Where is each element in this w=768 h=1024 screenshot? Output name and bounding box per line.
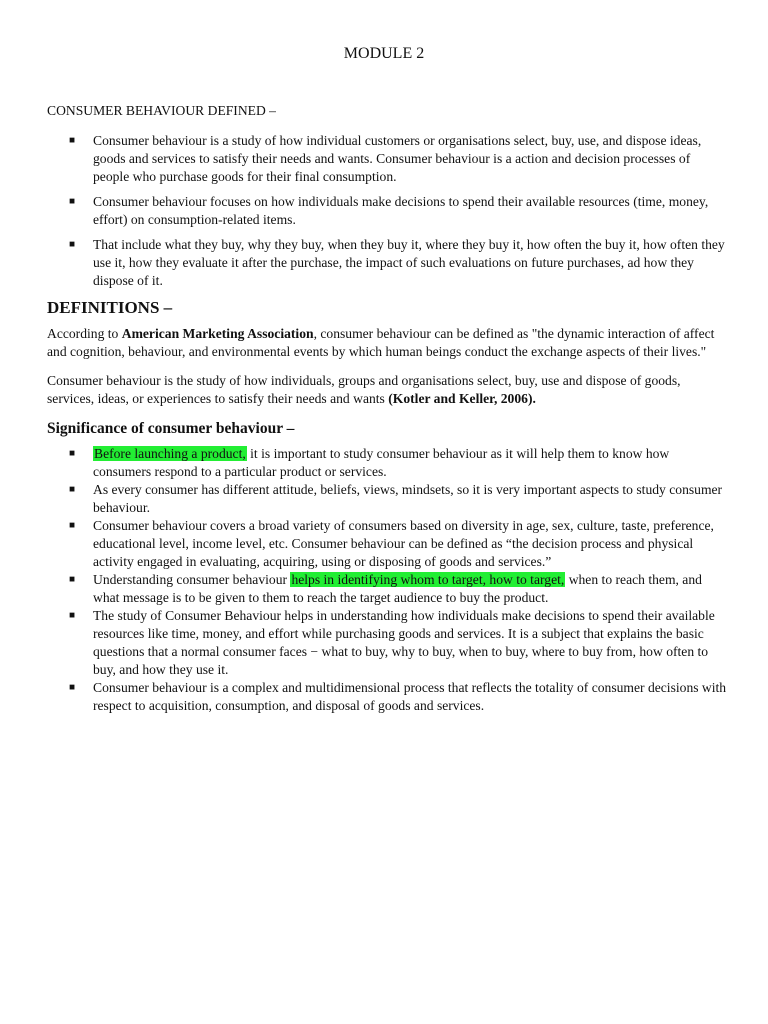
- list-item: [47, 445, 727, 481]
- square-bullet-icon: ■: [69, 135, 76, 146]
- square-bullet-icon: ■: [69, 239, 76, 250]
- square-bullet-icon: ■: [69, 574, 76, 585]
- document-body: [47, 102, 727, 715]
- square-bullet-icon: ■: [69, 682, 76, 693]
- definition-paragraph-kotler: [47, 372, 727, 408]
- square-bullet-icon: ■: [69, 448, 76, 459]
- list-item-text: As every consumer has different attitude, beliefs, views, mindsets, so it is very important aspects to study consumer behaviour.: [93, 482, 723, 515]
- list-item-rest: it is important to study consumer behaviour as it will help them to know how consumers respond to a particular product or services.: [93, 446, 670, 479]
- module-title: MODULE 2: [343, 45, 425, 62]
- list-item: [47, 481, 727, 517]
- list-item-text: [93, 572, 702, 605]
- list-item: [47, 132, 727, 186]
- list-item: [47, 679, 727, 715]
- section-heading-consumer-behaviour-defined: CONSUMER BEHAVIOUR DEFINED –: [47, 103, 276, 118]
- list-item-text: Consumer behaviour is a study of how individual customers or organisations select, buy, use, and dispose ideas, goods and services to satisfy their needs and wants. Consumer behaviour is a action and decision processes of people who purchase goods for their final consumption.: [93, 133, 702, 184]
- list-item-text: Consumer behaviour focuses on how individuals make decisions to spend their available resources (time, money, effort) on consumption-related items.: [93, 194, 709, 227]
- square-bullet-icon: ■: [69, 520, 76, 531]
- consumer-behaviour-defined-list: [47, 132, 727, 290]
- definition-text: , consumer behaviour can be defined as "the dynamic interaction of affect and cognition, behaviour, and environmental events by which human beings conduct the exchange aspects of their lives.": [47, 326, 715, 359]
- list-item-after: when to reach them, and what message is to be given to them to reach the target audience to buy the product.: [93, 572, 702, 605]
- definitions-heading: DEFINITIONS –: [47, 298, 173, 317]
- definition-prefix: According to: [47, 326, 122, 341]
- highlighted-text: Before launching a product,: [94, 446, 246, 461]
- list-item-text: That include what they buy, why they buy, when they buy it, where they buy it, how often the buy it, how often they use it, how they evaluate it after the purchase, the impact of such evaluations on future purchases, ad how they dispose of it.: [93, 237, 725, 288]
- highlighted-text: helps in identifying whom to target, how to target,: [291, 572, 565, 587]
- citation-kotler-keller: (Kotler and Keller, 2006).: [388, 391, 536, 406]
- list-item-text: Consumer behaviour is a complex and multidimensional process that reflects the totality of consumer decisions with respect to acquisition, consumption, and disposal of goods and services.: [93, 680, 727, 713]
- list-item: [47, 236, 727, 290]
- ama-name: American Marketing Association: [121, 326, 314, 341]
- list-item: [47, 571, 727, 607]
- list-item-text: [93, 446, 669, 479]
- square-bullet-icon: ■: [69, 196, 76, 207]
- definition-text: Consumer behaviour is the study of how individuals, groups and organisations select, buy, use and dispose of goods, services, ideas, or experiences to satisfy their needs and wants: [47, 373, 681, 406]
- list-item-text: Consumer behaviour covers a broad variety of consumers based on diversity in age, sex, culture, taste, preference, educational level, income level, etc. Consumer behaviour can be defined as “the decision process and physical activity engaged in evaluating, acquiring, using or disposing of goods and services.”: [93, 518, 714, 569]
- square-bullet-icon: ■: [69, 610, 76, 621]
- list-item: [47, 517, 727, 571]
- list-item-text: The study of Consumer Behaviour helps in understanding how individuals make decisions to spend their available resources like time, money, and effort while purchasing goods and services. It is a subject that explains the basic questions that a normal consumer faces − what to buy, why to buy, when to buy, where to buy from, how often to buy, and how they use it.: [93, 608, 715, 677]
- list-item: [47, 193, 727, 229]
- square-bullet-icon: ■: [69, 484, 76, 495]
- significance-heading: Significance of consumer behaviour –: [47, 420, 295, 437]
- list-item: [47, 607, 727, 679]
- definition-paragraph-ama: [47, 325, 727, 361]
- significance-list: [47, 445, 727, 715]
- list-item-before: Understanding consumer behaviour: [93, 572, 291, 587]
